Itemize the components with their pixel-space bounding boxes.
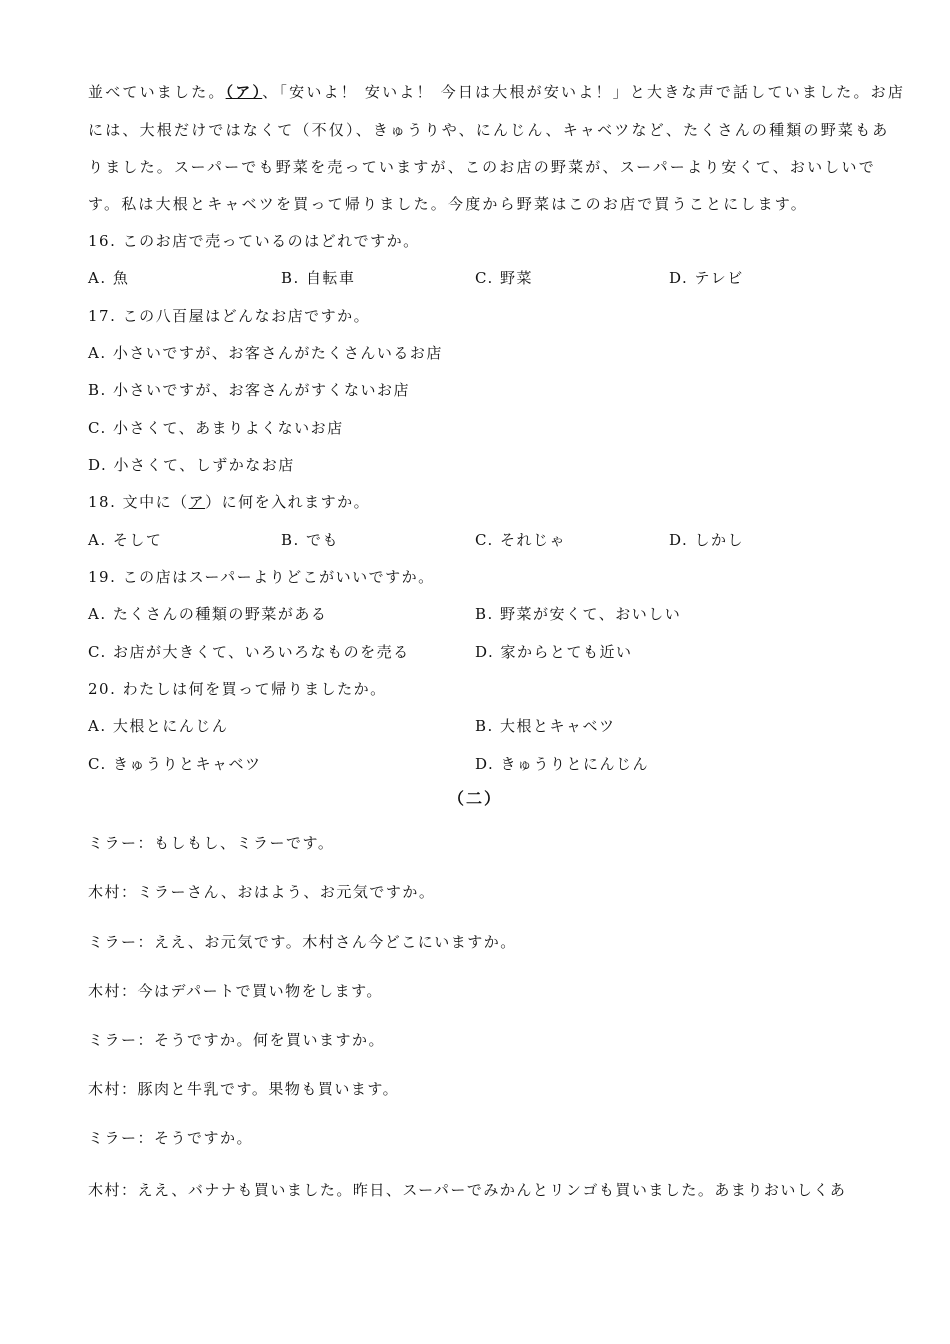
question-19-option-d[interactable]: D. 家からとても近い <box>475 643 633 661</box>
dialogue-line-5 <box>88 1030 385 1050</box>
question-18-option-a[interactable]: A. そして <box>88 531 163 549</box>
question-20-option-a[interactable]: A. 大根とにんじん <box>88 717 229 735</box>
dialogue-line-6 <box>88 1079 399 1099</box>
question-18-option-d[interactable]: D. しかし <box>669 531 745 549</box>
dialogue-speaker: 木村： <box>88 1080 138 1098</box>
dialogue-line-1 <box>88 833 334 853</box>
question-20-option-c[interactable]: C. きゅうりとキャベツ <box>88 755 262 773</box>
dialogue-text: ミラーさん、おはよう、お元気ですか。 <box>137 883 436 901</box>
question-18-option-c[interactable]: C. それじゃ <box>475 531 566 549</box>
question-20-option-b[interactable]: B. 大根とキャベツ <box>475 717 616 735</box>
question-16-option-b[interactable]: B. 自転車 <box>281 269 356 287</box>
passage-line-1-pre: 並べていました。 <box>88 83 226 101</box>
question-19-option-c[interactable]: C. お店が大きくて、いろいろなものを売る <box>88 643 410 661</box>
question-16-option-a[interactable]: A. 魚 <box>88 269 130 287</box>
question-19-option-b[interactable]: B. 野菜が安くて、おいしい <box>475 605 682 623</box>
dialogue-line-3 <box>88 932 517 952</box>
question-19-option-a[interactable]: A. たくさんの種類の野菜がある <box>88 605 328 623</box>
passage-blank-a: （ア） <box>225 83 263 101</box>
dialogue-line-7 <box>88 1128 253 1148</box>
question-18-stem-post: ）に何を入れますか。 <box>205 493 371 511</box>
passage-line-1-post: 、「安いよ！ 安いよ！ 今日は大根が安いよ！」と大きな声で話していました。お店 <box>262 83 906 101</box>
dialogue-text: 豚肉と牛乳です。果物も買います。 <box>137 1080 400 1098</box>
dialogue-line-2 <box>88 882 435 902</box>
question-17-option-b[interactable]: B. 小さいですが、お客さんがすくないお店 <box>88 381 411 399</box>
question-17-option-d[interactable]: D. 小さくて、しずかなお店 <box>88 456 295 474</box>
dialogue-line-4 <box>88 981 383 1001</box>
question-18-stem-pre: 18. 文中に（ <box>88 493 189 511</box>
question-18-option-b[interactable]: B. でも <box>281 531 340 549</box>
section-title: （二） <box>447 789 502 808</box>
dialogue-speaker: ミラー： <box>88 834 155 852</box>
question-20-stem: 20. わたしは何を買って帰りましたか。 <box>88 680 387 698</box>
dialogue-speaker: 木村： <box>88 982 138 1000</box>
dialogue-text: ええ、バナナも買いました。昨日、スーパーでみかんとリンゴも買いました。あまりおいしくあ <box>137 1181 847 1199</box>
question-18-stem <box>88 492 868 512</box>
dialogue-line-8 <box>88 1180 846 1200</box>
passage-line-3: りました。スーパーでも野菜を売っていますが、このお店の野菜が、スーパーより安くて、おいしいで <box>88 158 876 176</box>
passage-line-4: す。私は大根とキャベツを買って帰りました。今度から野菜はこのお店で買うことにします。 <box>88 195 809 213</box>
dialogue-speaker: 木村： <box>88 883 138 901</box>
dialogue-speaker: 木村： <box>88 1181 138 1199</box>
question-17-stem: 17. この八百屋はどんなお店ですか。 <box>88 307 371 325</box>
dialogue-text: もしもし、ミラーです。 <box>154 834 335 852</box>
dialogue-text: そうですか。何を買いますか。 <box>154 1031 386 1049</box>
dialogue-speaker: ミラー： <box>88 1031 155 1049</box>
dialogue-speaker: ミラー： <box>88 1129 155 1147</box>
question-16-stem: 16. このお店で売っているのはどれですか。 <box>88 232 420 250</box>
passage-line-1 <box>88 82 906 102</box>
question-19-stem: 19. この店はスーパーよりどこがいいですか。 <box>88 568 435 586</box>
dialogue-text: 今はデパートで買い物をします。 <box>137 982 383 1000</box>
passage-line-2: には、大根だけではなくて（不仅）、きゅうりや、にんじん、キャベツなど、たくさんの種類の野菜もあ <box>88 121 890 139</box>
dialogue-speaker: ミラー： <box>88 933 155 951</box>
question-18-blank: ア <box>188 493 206 511</box>
question-17-option-a[interactable]: A. 小さいですが、お客さんがたくさんいるお店 <box>88 344 443 362</box>
dialogue-text: そうですか。 <box>154 1129 254 1147</box>
dialogue-text: ええ、お元気です。木村さん今どこにいますか。 <box>154 933 517 951</box>
question-16-option-c[interactable]: C. 野菜 <box>475 269 533 287</box>
question-16-option-d[interactable]: D. テレビ <box>669 269 744 287</box>
question-20-option-d[interactable]: D. きゅうりとにんじん <box>475 755 650 773</box>
question-17-option-c[interactable]: C. 小さくて、あまりよくないお店 <box>88 419 344 437</box>
